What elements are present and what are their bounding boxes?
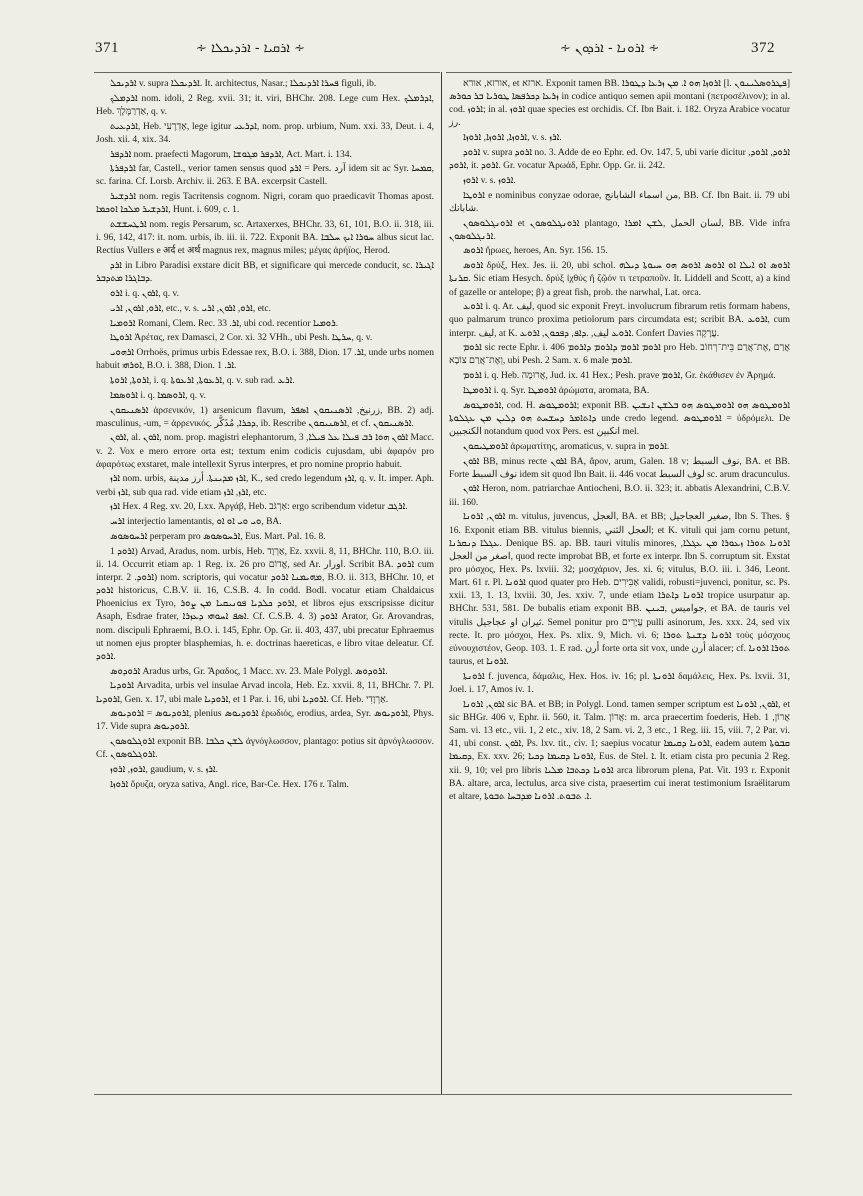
dictionary-entry: ܐܪܘܡܛܐ i. q. Syr. ܐܪܘܡܛܐ ἀρώματα, aromata, BA. [463,385,650,396]
dictionary-entry: ܐܪܘܡ i. q. Heb. אֲרוּמָה, Jud. ix. 41 Hex.; Pesh. prave ܐܪܘܡ, Gr. ἐκάθισεν ἐν Ἀρημά. [463,371,776,382]
dictionary-entry: ܐܪܕܡܠܟ nom. idoli, 2 Reg. xvii. 31; it. viri, BHChr. 208. Lege cum Hex. ܐܕܪܡܠܟ, Heb. אַדְרַמֶּלֶךְ, q. v. [96,93,434,117]
dictionary-entry: ܐܪܘܙ, ܐܪܘܙ, gaudium, v. s. ܐܪܙ. [110,765,218,776]
dictionary-entry: ܐܪܘܢ Heron, nom. patriarchae Antiocheni, B.O. ii. 323; it. abbatis Alexandrini, C.B.V. iii. 160. [449,484,790,508]
left-column [96,78,434,794]
dictionary-entry: אורזא, אורא, et ארזא. Exponit tamen BB. ܐܪܘܙܐ ܗܘ ܐ. ܡܢ ܙܪܥܐ ܕܛܘܪܐ [l. ܦܛܪܘܣܠܝܢܘܢ] ܙܪܥܐ ܕܟܪܦܣܐ ܛܘܪܝܐ ܒܪ ܟܘܪܣ in codice antiquo semen apii montani (πετροσέλινον); in al. cod. ܐܪܘܙ; in al. ܐܪܘܙ quae species est orchidis. Cf. Ibn Bait. i. 182. Oryza Arabice vocatur رز. [449,79,790,129]
dictionary-entry: ܐܪܘܓܠܘܣܘܢ exponit BB. ܠܫܢ ܟܠܒܐ ἀγνόγλωσσον, plantago: potius sit ἀρνόγλωσσον. Cf. ܐܪܘܓܠܘܣܘܢ. [96,737,434,761]
dictionary-entry: ܐܪܘܕ v. supra ܐܪܘܕ no. 3. Adde de eo Ephr. ed. Ov. 147. 5, ubi varie dicitur ܐܪܘܕ, ܐܪܘܕ, ܐܪܘܕ, it. ܐܪܘܕ. Gr. vocatur Ἀρωάδ, Ephr. Opp. Gr. ii. 242. [449,147,791,172]
dictionary-entry: ܐܪܘܙܐ, ܐܪܘܙܐ, ܐܪܘܙܐ, v. s. ܐܪܙ. [463,133,562,144]
dictionary-entry: ܐܪܘܣ δρύξ, Hex. Jes. ii. 20, ubi schol. ܐܪܘܣ ܐܘ ܐܝܠܐ ܐܘ ܐܪܘܣ ܐܪܘܣ ܗܘ ܚܝܘܬܐ ܕܝܠܗ ܩܪܢܬܐ. Sic etiam Hesych. δρύξ ἰχθύς ἢ ζῷόν τι τετραποῦν. It. Liddell and Scott, a) a kind of gazelle or antelope; β) a great fish, prob. the narwhal, Lat. orca. [449,261,790,298]
dictionary-entry: ܐܪܘܡ sic recte Ephr. i. 406 ܐܪܘܡ ܐܪܘܡ ܕܐܪܘܡ ܕܐܪܘܡ pro Heb. אֲרַם ,אֶת־אֲרַם בֵּית־רְחוֹב וְאֶת־אֲרַם צוֹבָא, ubi Pesh. 2 Sam. x. 6 male ܐܪܘܡ. [449,343,790,367]
dictionary-entry: ܐܪܘܢܓܠܘܣܘܢ et ܐܪܘܢܓܠܘܣܘܢ plantago, لسان الحمل ,ܠܫܢ ܐܡܪܐ, BB. Vide infra ܐܪܢܓܠܘܣܘܢ. [449,218,791,242]
dictionary-entry: ܐܪܛܚܫܫܬ nom. regis Persarum, sc. Artaxerxes, BHChr. 33, 61, 101, B.O. ii. 318, iii. i. 96, 142, 417: it. nom. urbis, ib. iii. ii. 722. Exponit BA. ܚܘܪܐ ܐܝܟ ܚܠܒܐ albus sicut lac. Rectius Vullers e अर्द et अर्थ magnus rex, magnus miles; μέγας ἀρήϊος, Herod. [96,220,434,257]
dictionary-entry: ܐܪܘܣܡܐ i. q. ܐܪܘܣܡܐ, q. v. [110,390,206,401]
dictionary-entry: ܐܪܣܢܝܩܘܢ ἀρσενικόν, 1) arsenicum flavum, زرنيخ, ܐܪܣܢܝܩܘܢ ܐܣܦܪ, BB. 2) adj. masculinus, -um, = ἀρρενικός. ܕܟܪܐ, مُذَكَّر, ib. Rescribe ܐܪܣܢܝܩܘܢ, et cf. ܐܪܣܢܝܩܘܢ. [96,405,435,429]
page-header [0,40,863,64]
dictionary-entry: ܐܪܘܙ v. s. ܐܪܘܙ. [463,175,516,186]
dictionary-entry: ܐܪܘܕܘܣ Aradus urbs, Gr. Ἄραδος, 1 Macc. xv. 23. Male Polygl. ܐܪܘܕܘܣ. [110,666,388,677]
dictionary-entry: ܐܪܘܣ ἥρωες, heroes, An. Syr. 156. 15. [463,246,608,257]
dictionary-entry: ܐܪܘܛܐ Ἀρέτας, rex Damasci, 2 Cor. xi. 32 VHh., ubi Pesh. ܚܪܛܐ, q. v. [110,333,373,344]
dictionary-entry: ܐܪܘܕܝܐ Arvadita, urbis vel insulae Arvad incola, Heb. Ez. xxvii. 8, 11, BHChr. 7. Pl. ܐܪܘܕܝܐ, Gen. x. 17, ubi male ܐܪܘܕܝܐ, et 1 Par. i. 16, ubi ܐܪܘܕܝܐ. Cf. Heb. אַרְוָדִי. [96,681,434,705]
dictionary-entry: ܐܪܘܢܬܐ f. juvenca, δάμαλις, Hex. Hos. iv. 16; pl. ܐܪܘܢܬܐ δαμάλεις, Hex. Ps. lxvii. 31, Joel. i. 17, Amos iv. 1. [449,671,790,695]
running-head-left: ∻ ܐܪܩܝܐ - ܐܪܕܝܟܠܐ ∻ [196,41,305,56]
dictionary-entry: ܐܪܗܘܝ Orrhoës, primus urbis Edessae rex, B.O. i. 388, Dion. ܐܪ. 17, unde urbs nomen habuit ܐܘܪܗܝ, B.O. i. 388, Dion. ܐܪ. 1. [96,348,434,372]
dictionary-entry: ܐܪܘܡܛܘܣ, cod. H. ܐܪܘܡܛܘܣ; exponit BB. ܐܪܘܡܛܘܣ ܗܘ ܐܪܘܡܛܘܣ ܗܘ ܒܠܫܢ ܐܢܫܝܢ ܕܐܬܐܡܪ ܕܚܫܚܬ ܗܘ ܕܠܝܢ ܡܢ ܥܓܠܘܬܐ unde credo legend. ܐܪܘܡܛܘܣ = ὑδρόμελι. De الكنجبين notandum quod vox Pers. est انكبين mel. [449,400,791,438]
dictionary-entry: ܐܪܘܡܝܐ Romani, Clem. Rec. ܐܪ. 33, ubi cod. recentior ܪܘܡܝܐ. [110,318,339,329]
bottom-rule [94,1094,792,1095]
dictionary-entry: ܐܪܕܫܝܪ nom. regis Tacritensis cognom. Nigri, coram quo praedicavit Thomas apost. ܐܪܕܫܝܪ ܡܠܟܐ ܐܘܟܡܐ, Hunt. i. 609, c. 1. [96,192,434,216]
top-rule-right [446,72,792,73]
dictionary-entry: ܐܪܘ i. q. ܐܪܘܢ, q. v. [110,289,179,300]
dictionary-entry: ܐܪܘܛܐ e nominibus conyzae odorae, من اسماء الشابانج, BB. Cf. Ibn Bait. ii. 79 ubi شابانك. [449,190,790,214]
running-head-right: ∻ ܐܪܘܢܐ - ܐܪܕܘܢ ∻ [560,41,660,56]
dictionary-entry: ܐܪܕܝܟܠ v. supra ܐܪܕܝܟܠܐ. It. architectus, Nasar.; ܦܚܪܐ ܐܪܕܝܟܠܐ figuli, ib. [110,79,377,89]
dictionary-entry: ܐܪܙ nom. urbis, ܐܪܙ ܡܕܝܢܬܐ. أرز مدينة, K., sed credo legendum ܐܪܙ, q. v. It. imper. Aph. verbi ܐܪܙ, sub qua rad. vide etiam ܐܪܙ, ܐܪܙ, etc. [96,474,434,498]
column-divider [441,72,442,1094]
page-number-left: 371 [95,40,119,56]
dictionary-entry: ܐܪܘܬܐ, ܐܪܘܬܐ, i. q. ܐܪܥܘܬܐ, ܐܪܥܘܬܐ, q. v. sub rad. ܐܪܥ. [110,376,295,386]
dictionary-entry: ܐܪܘ, ܐܪܘܢ, ܐܪܝ, etc., v. s. ܐܪܘ, ܐܪܘܢ, ܐܪܝ, etc. [110,303,272,314]
dictionary-entry: ܐܪܘܢ BB, minus recte ܐܪܘܢ BA, ἄρον, arum, Galen. 18 v; نوف السبط, BA. et BB. Forte نوف السبط idem sit quod Ibn Bait. ii. 446 vocat لوف السبط sc. arum dracunculus. [449,456,791,480]
dictionary-entry: ܐܪܙ Hex. 4 Reg. xv. 20, Lxx. Ἀργάβ, Heb. אַרְגֹּב: ergo scribendum videtur ܐܪܓܒ. [110,502,408,513]
dictionary-entry: ܐܪܕܦܪ nom. praefecti Magorum, ܐܪܕܦܪ ܡܓܘܫܐ, Act. Mart. i. 134. [110,149,352,160]
dictionary-entry: ܐܪܕܦܪܬܐ far, Castell., verior tamen sensus quod ܐܪܕ = Pers. آرد idem sit ac Syr. ܩܡܚܐ, sc. farina. Cf. Lorsb. Archiv. ii. 263. E BA. excerpsit Castell. [96,164,434,188]
dictionary-entry: ܐܪܘܡܛܝܩܘܢ ἀρωματίτης, aromaticus, v. supra in ܐܪܘܡ. [463,441,670,452]
dictionary-entry: ܐܪܘܢ, al. ܐܪܘܢ, nom. prop. magistri elephantorum, ܐܪܘܢ ܗܘܐ ܪܒ ܦܝܠܐ ܥܠ ܦܝܠܐ, 3 Macc. v. 2. Vox e mero errore orta est; textum enim codicis cujusdam, ubi ἀφαρόν pro ἀφαρότως exstaret, male intellexit Syrus interpres, et pro nomine proprio habuit. [96,433,434,470]
dictionary-entry: ܐܪܕ in Libro Paradisi exstare dicit BB, et significare qui mercede conducit, sc. ܐܓܝܪܐ ܕܒܐܓܪܐ ܡܬܕܒܪ. [96,261,434,285]
dictionary-entry: ܐܪܘܢ, ܐܪܘܢܐ m. vitulus, juvencus, العجل, BA. et BB; صغير العجاجيل, Ibn S. Thes. § 16. Exponit etiam BB. vitulus biennis, العجل الثني; et K. vituli qui jam cornu petunt, ܥܓܠܐ ܕܢܩܪܢܐ. Denique BS. ap. BB. tauri vitulis minores, ܐܪܘܢܐ ܬܘܪܐ ܙܥܘܪܐ ܡܢ ܥܓܠܐ, اصغر من العجل, quod recte improbat BB, et forte ex interpr. Ibn S. corruptum sit. Exstat pro μόσχος, Hex. Ps. lxviii. 32; μοσχάριον, Jes. xi. 6; vitulus, B.O. iii. i. 346, Leont. Mart. 61 r. Pl. ܐܪܘܢܐ quod quater pro Heb. אַבִּירִים validi, robusti=juvenci, ponitur, sc. Ps. xxii. 13, 1. 13, lxviii. 30, Jes. xxiv. 7, unde etiam ܐܪܘܢܐ ܕܐܬܪܐ tropice usurpatur ap. BHChr. 531, 581. De bubalis etiam exponit BB. جواميس ,ܒܝܢܢ, et BA. de tauris vel vitulis ثيران او عجاجيل. Semel ponitur pro עֲיָרִים pulli asinorum, Jes. xxx. 24, sed vix recte. It. pro μόσχοι, Hex. Ps. xlix. 9, Mich. vi. 6; ܐܪܘܢܐ ܕܫܢܬܐ ܬܘܪܐ τοὺς μόσχους εὐνουχιστέον, Geop. 103. 1. E rad. أرن forte orta sit vox, unde أرن alacer; cf. ܬܘܪܐ ܐܪܘܢܐ taurus, et ܐܪܘܢܐ. [449,512,791,668]
dictionary-entry: ܐܪܘܥ i. q. Ar. ليف, quod sic exponit Freyt. involucrum fibrarum retis formam habens, quo palmarum trunco proxima petiolorum pars circumdata est; scribit BA. ܐܪܘܥ, cum interpr. ليف, at K. ܐܪܘܥ ليف, .ܕܐܦ, ܕܦܟܘܢ, ܐܪܘܥ. Confert Davies עֲרָקָה. [449,302,790,339]
dictionary-entry: ܐܪܘܢ, ܐܪܘܢܐ sic BA. et BB; in Polygl. Lond. tamen semper scriptum est ܐܪܘܢ, ܐܪܘܢܐ, et sic BHGr. 406 v, Ephr. ii. 560, it. Talm. אֲרוֹן: m. arca praecertim foederis, Heb. אֲרוֹן, 1 Sam. vi. 13 etc., vii. 1, 2 etc., xiv. 18, 2 Sam. vi. 2, 3 etc., 1 Reg. iii. 15, viii. 7, 2 Par. vi. 41, ubi const. ܐܪܘܢ, Ps. lxv. tit., civ. 1; saepius vocatur ܐܪܘܢܐ ܕܩܝܡܐ, eadem autem ܩܒܘܬܐ ܕܩܝܡܐ, Ex. xxv. 26; ܐܪܘܢܐ ܕܩܝܡܐ ܕܟܝܐ, Eus. de Stel. ܐ. It. etiam cista pro pecunia 2 Reg. xii. 9, 10; vel pro libris ܐܪܘܢܐ ܕܟܬܒܐ ܡܠܝܐ arca librorum plena, Pat. Vit. 193 r. Exponit BA. altare, arca, lectulus, arca sive cista, praesertim cui inerat testimonium Israëlitarum et altare, ܐ. ܬܒܘܬ. ܐܪܘܢܐ ܡܕܒܚܐ ܬܒܘܬܐ. [449,699,791,802]
page-number-right: 372 [751,40,775,56]
dictionary-entry: ܐܪܚ interjectio lamentantis, ܘܝ ܘܝ ܐܘ ܐܘ, BA. [110,517,282,528]
right-column [449,78,790,806]
dictionary-entry: ܐܪܘܙܐ ὄρυζα, oryza sativa, Angl. rice, Bar-Ce. Hex. 176 r. Talm. [110,779,349,790]
dictionary-entry: ܐܪܕܥܝܬ, Heb. אֶדְרֶעִי, lege igitur ܐܕܪܥܝ, nom. prop. urbium, Num. xxi. 33, Deut. i. 4, Josh. xii. 4, xix. 34. [96,121,434,145]
dictionary-entry: ܐܪܘܕ 1) Arvad, Aradus, nom. urbis, Heb. אַרְוָד, Ez. xxvii. 8, 11, BHChr. 110, B.O. iii. ii. 14. Occurrit etiam ap. 1 Reg. ix. 26 pro אֱדוֹם, sed Ar. اورار. Scribit BA. ܐܪܘܕ cum interpr. ܐܪܘܕ. 2) nom. scriptoris, qui vocatur ܡܗܝܡܢܐ ܐܪܘܕ, B.O. ii. 313, BHChr. 10, et ܐܪܘܕ historicus, C.B.V. ii. 16, C.S.B. 4. In codd. Bodl. vocatur etiam Chaldaicus Phoenicius ex Tyro, ܐܪܘܕ ܟܠܕܝܐ ܦܘܢܝܩܝܐ ܡܢ ܨܘܪ, et libros ejus exscripsisse dicitur Asaph, Esdrae frater, ܐܣܦ ܐܚܘܗܝ ܕܥܙܪܐ. Cf. C.S.B. 4. 3) ܐܪܘܕ Arator, Gr. Arovandras, nom. discipuli Ephraemi, B.O. i. 145, Ephr. Op. Gr. ii. 403, 437, ubi precatur Ephraemus ut nomen ejus propter blasphemias, h. e. doctrinas haereticas, e libro vitae deleatur. Cf. ܐܪܘܕ. [96,546,435,662]
dictionary-entry: ܐܪܚܘܣܘܣ perperam pro ܐܪܚܘܣܘܣ, Eus. Mart. Pal. 16. 8. [110,531,326,542]
top-rule-left [94,72,440,73]
dictionary-entry: ܐܪܘܕܝܘܣ = ܐܪܘܕܝܘܣ, plenius ܐܪܘܕܝܘܣ ἐρωδιός, erodius, ardea, Syr. ܐܪܘܕܝܘܣ, Phys. 17. Vide supra ܐܪܘܕܝܘܣ. [96,709,434,733]
